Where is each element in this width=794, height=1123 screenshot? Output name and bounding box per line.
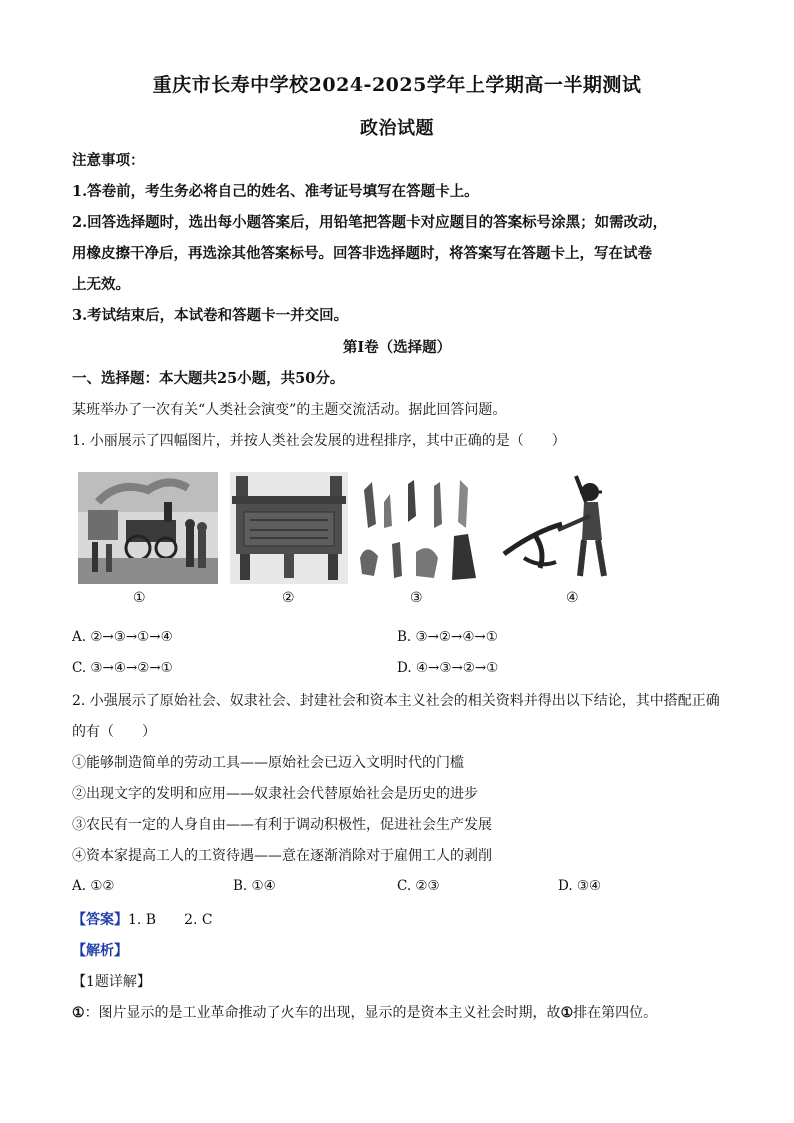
q2-option-c[interactable]: C. ②③ xyxy=(397,878,440,894)
section-heading: 一、选择题：本大题共25小题，共50分。 xyxy=(72,370,345,387)
detail-mark: ① xyxy=(72,1005,85,1021)
q2-stem-line-1: 2. 小强展示了原始社会、奴隶社会、封建社会和资本主义社会的相关资料并得出以下结论，其中搭配正确 xyxy=(72,693,720,709)
figure-label-4: ④ xyxy=(566,590,579,606)
bronze-ding-icon xyxy=(230,472,348,584)
figure-label-3: ③ xyxy=(410,590,423,606)
notice-item-3: 3.考试结束后，本试卷和答题卡一并交回。 xyxy=(72,307,349,324)
answer-label: 【答案】 xyxy=(72,912,128,928)
q1-option-d[interactable]: D. ④→③→②→① xyxy=(397,660,499,676)
notice-item-2-line-3: 上无效。 xyxy=(72,276,130,293)
detail-heading: 【1题详解】 xyxy=(72,974,151,990)
answer-line xyxy=(72,910,732,930)
q2-statement-1: ①能够制造简单的劳动工具——原始社会已迈入文明时代的门槛 xyxy=(72,755,464,771)
q2-statement-2: ②出现文字的发明和应用——奴隶社会代替原始社会是历史的进步 xyxy=(72,786,478,802)
notice-item-2-line-1: 2.回答选择题时，选出每小题答案后，用铅笔把答题卡对应题目的答案标号涂黑；如需改动， xyxy=(72,214,668,231)
volume-heading: 第Ⅰ卷（选择题） xyxy=(342,339,452,356)
detail-mark-2: ① xyxy=(560,1005,574,1021)
steam-locomotive-icon xyxy=(78,472,218,584)
q1-option-b[interactable]: B. ③→②→④→① xyxy=(397,629,498,645)
document-title: 重庆市长寿中学校2024-2025学年上学期高一半期测试 xyxy=(152,74,642,96)
q2-statement-4: ④资本家提高工人的工资待遇——意在逐渐消除对于雇佣工人的剥削 xyxy=(72,848,492,864)
notice-item-2-line-2: 用橡皮擦干净后，再选涂其他答案标号。回答非选择题时，将答案写在答题卡上，写在试卷 xyxy=(72,245,652,262)
q2-option-b[interactable]: B. ①④ xyxy=(233,878,276,894)
q1-option-c[interactable]: C. ③→④→②→① xyxy=(72,660,173,676)
figure-label-1: ① xyxy=(133,590,146,606)
q1-stem: 1. 小丽展示了四幅图片，并按人类社会发展的进程排序，其中正确的是（ ） xyxy=(72,433,566,449)
detail-line xyxy=(72,1003,732,1023)
stone-tools-icon xyxy=(356,472,486,584)
figure-label-2: ② xyxy=(282,590,295,606)
analysis-heading: 【解析】 xyxy=(72,943,128,959)
q2-option-d[interactable]: D. ③④ xyxy=(558,878,602,894)
notice-item-1: 1.答卷前，考生务必将自己的姓名、准考证号填写在答题卡上。 xyxy=(72,183,479,200)
q2-statement-3: ③农民有一定的人身自由——有利于调动积极性，促进社会生产发展 xyxy=(72,817,492,833)
detail-text-2: 排在第四位。 xyxy=(573,1005,658,1021)
document-subtitle: 政治试题 xyxy=(360,118,434,139)
section-intro: 某班举办了一次有关“人类社会演变”的主题交流活动。据此回答问题。 xyxy=(72,402,507,418)
answer-text: 1. B 2. C xyxy=(128,912,213,928)
q2-option-a[interactable]: A. ①② xyxy=(72,878,115,894)
q2-stem-line-2: 的有（ ） xyxy=(72,724,156,740)
notice-heading: 注意事项： xyxy=(72,152,145,169)
analysis-label xyxy=(72,941,732,961)
q1-option-a[interactable]: A. ②→③→①→④ xyxy=(72,629,173,645)
farmer-plough-icon xyxy=(494,472,612,584)
detail-text: ：图片显示的是工业革命推动了火车的出现，显示的是资本主义社会时期，故 xyxy=(84,1005,561,1021)
